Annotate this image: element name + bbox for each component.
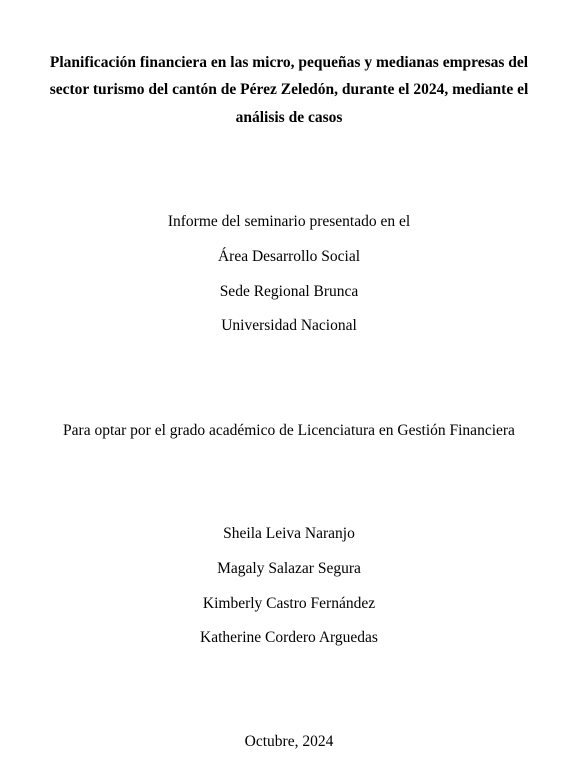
title-line-2: sector turismo del cantón de Pérez Zeledón, durante el 2024, mediante el xyxy=(49,81,529,98)
presentation-university: Universidad Nacional xyxy=(221,317,357,334)
presentation-area: Área Desarrollo Social xyxy=(217,248,361,265)
title-line-3: análisis de casos xyxy=(235,109,343,126)
presentation-campus: Sede Regional Brunca xyxy=(219,283,359,300)
presentation-line-1: Informe del seminario presentado en el xyxy=(167,213,411,230)
title-line-1: Planificación financiera en las micro, pequeñas y medianas empresas del xyxy=(49,54,529,71)
document-date: Octubre, 2024 xyxy=(244,733,334,750)
author-name: Sheila Leiva Naranjo xyxy=(223,525,355,542)
author-name: Magaly Salazar Segura xyxy=(217,560,361,577)
author-name: Katherine Cordero Arguedas xyxy=(200,629,378,646)
author-name: Kimberly Castro Fernández xyxy=(202,595,376,612)
degree-statement: Para optar por el grado académico de Licenciatura en Gestión Financiera xyxy=(63,422,515,439)
